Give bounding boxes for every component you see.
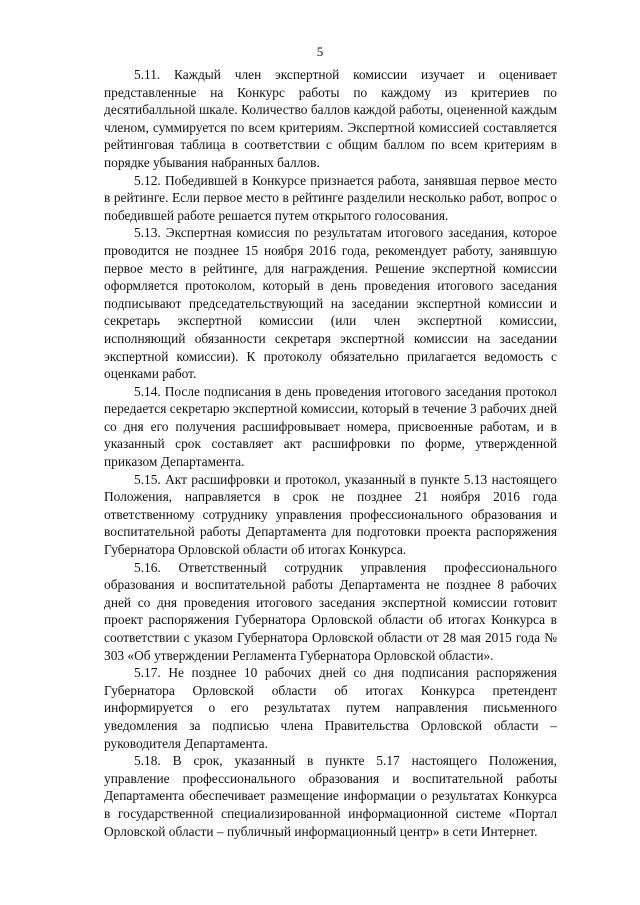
document-body <box>104 66 557 840</box>
paragraph-5-17: 5.17. Не позднее 10 рабочих дней со дня подписания распоряжения Губернатора Орловской области об итогах Конкурса претендент информируется о его результатах путем направления письменного уведомления за подписью члена Правительства Орловской области – руководителя Департамента. <box>104 665 557 751</box>
page-number: 5 <box>316 44 324 59</box>
paragraph-5-13: 5.13. Экспертная комиссия по результатам итогового заседания, которое проводится не позднее 15 ноября 2016 года, рекомендует работу, занявшую первое место в рейтинге, для награждения. Решение экспертной комиссии оформляется протоколом, который в день проведения итогового заседания подписывают председательствующий на заседании экспертной комиссии и секретарь экспертной комиссии (или член экспертной комиссии, исполняющий обязанности секретаря экспертной комиссии на заседании экспертной комиссии). К протоколу обязательно прилагается ведомость с оценками работ. <box>104 225 557 382</box>
paragraph-5-12: 5.12. Победившей в Конкурсе признается работа, занявшая первое место в рейтинге. Если первое место в рейтинге разделили несколько работ, вопрос о победившей работе решается путем открытого голосования. <box>104 172 557 223</box>
paragraph-5-16: 5.16. Ответственный сотрудник управления профессионального образования и воспитательной работы Департамента не позднее 8 рабочих дней со дня проведения итогового заседания экспертной комиссии готовит проект распоряжения Губернатора Орловской области об итогах Конкурса в соответствии с указом Губернатора Орловской области от 28 мая 2015 года № 303 «Об утверждении Регламента Губернатора Орловской области». <box>104 559 557 663</box>
paragraph-5-14: 5.14. После подписания в день проведения итогового заседания протокол передается секретарю экспертной комиссии, который в течение 3 рабочих дней со дня его получения расшифровывает номера, присвоенные работам, и в указанный срок составляет акт расшифровки по форме, утвержденной приказом Департамента. <box>104 383 557 470</box>
paragraph-5-11: 5.11. Каждый член экспертной комиссии изучает и оценивает представленные на Конкурс работы по каждому из критериев по десятибалльной шкале. Количество баллов каждой работы, оцененной каждым членом, суммируется по всем критериям. Экспертной комиссией составляется рейтинговая таблица в соответствии с общим баллом по всем критериям в порядке убывания набранных баллов. <box>104 67 557 170</box>
paragraph-5-15: 5.15. Акт расшифровки и протокол, указанный в пункте 5.13 настоящего Положения, направляется в срок не позднее 21 ноября 2016 года ответственному сотруднику управления профессионального образования и воспитательной работы Департамента для подготовки проекта распоряжения Губернатора Орловской области об итогах Конкурса. <box>104 471 557 558</box>
paragraph-5-18: 5.18. В срок, указанный в пункте 5.17 настоящего Положения, управление профессионального образования и воспитательной работы Департамента обеспечивает размещение информации о результатах Конкурса в государственной специализированной информационной системе «Портал Орловской области – публичный информационный центр» в сети Интернет. <box>104 753 557 839</box>
